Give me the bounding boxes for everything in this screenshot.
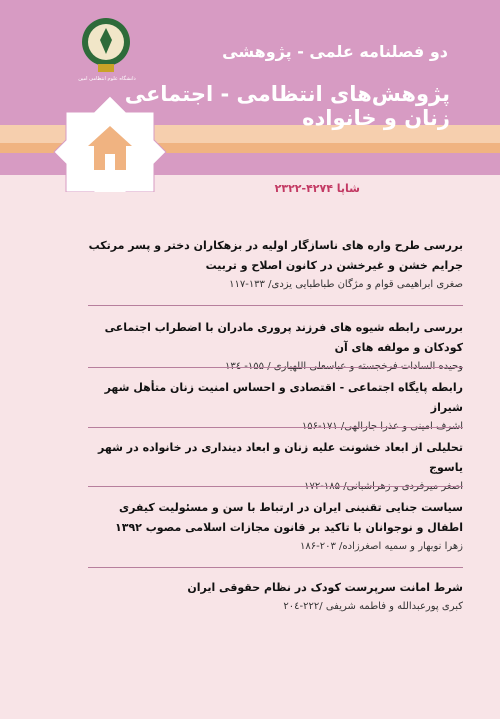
police-emblem-icon — [80, 14, 132, 74]
journal-title-line1: پژوهش‌های انتظامی - اجتماعی — [124, 82, 450, 106]
university-name: دانشگاه علوم انتظامی امین — [78, 76, 136, 82]
divider — [88, 427, 463, 428]
article-title: بررسی رابطه شیوه های فرزند پروری مادران با اضطراب اجتماعی کودکان و مولفه های آن — [104, 321, 463, 354]
article-authors: زهرا نوبهار و سمیه اصغرزاده/ ۲۰۳-۱۸۶ — [299, 541, 463, 552]
article-5 — [88, 498, 463, 556]
article-title: تحلیلی از ابعاد خشونت علیه زنان و ابعاد دینداری در خانواده در شهر یاسوج — [98, 441, 463, 474]
article-title: بررسی طرح واره های ناسازگار اولیه در بزهکاران دختر و پسر مرتکب جرایم خشن و غیرخشن در کانون اصلاح و تربیت — [88, 239, 463, 272]
divider — [88, 305, 463, 306]
divider — [88, 367, 463, 368]
article-6 — [88, 578, 463, 616]
issn: شاپا ۴۲۷۴-۲۳۲۲ — [274, 182, 360, 195]
divider — [88, 486, 463, 487]
article-authors: کبری پورعبدالله و فاطمه شریفی /۲۲۲-۲۰٤ — [283, 601, 463, 612]
article-title: سیاست جنایی تقنینی ایران در ارتباط با سن و مسئولیت کیفری اطفال و نوجوانان با تاکید بر قانون مجازات اسلامی مصوب ۱۳۹۲ — [115, 501, 463, 534]
article-4 — [88, 438, 463, 496]
article-1 — [88, 236, 463, 294]
journal-subtitle: دو فصلنامه علمی - پژوهشی — [222, 42, 448, 61]
divider — [88, 567, 463, 568]
journal-title — [125, 82, 450, 130]
article-authors: صغری ابراهیمی قوام و مژگان طباطبایی یزدی/ ۱۳۳-۱۱۷ — [229, 279, 463, 290]
article-title: شرط امانت سرپرست کودک در نظام حقوقی ایران — [187, 581, 463, 594]
article-authors — [88, 478, 463, 496]
journal-title-line2: زنان و خانواده — [302, 106, 450, 130]
article-title: رابطه پایگاه اجتماعی - اقتصادی و احساس امنیت زنان متأهل شهر شیراز — [104, 381, 463, 414]
